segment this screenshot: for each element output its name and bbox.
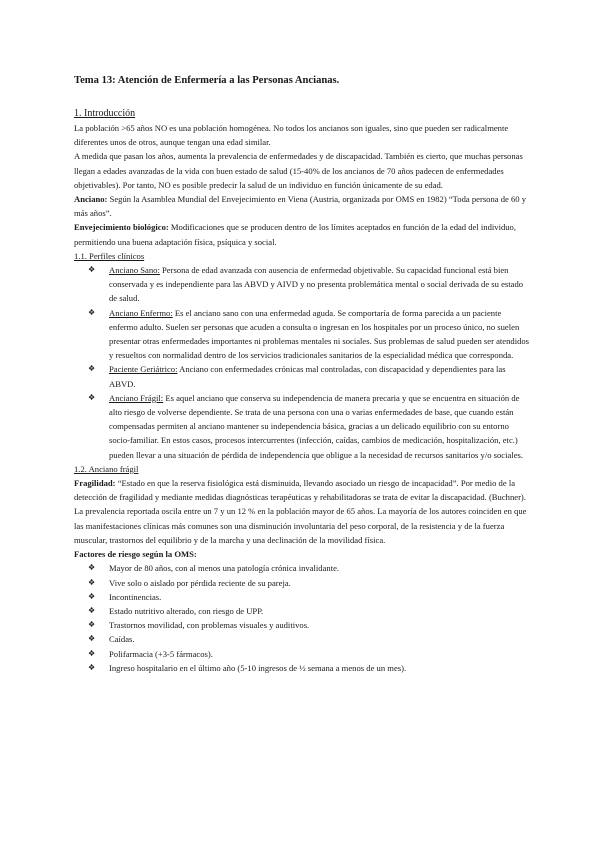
fragilidad-definition [74, 476, 530, 504]
list-item [74, 362, 530, 390]
intro-paragraph-1: La población >65 años NO es una población homogénea. No todos los ancianos son iguales, sino que pueden ser radicalmente diferentes unos de otros, aunque tengan una edad similar. [74, 123, 509, 148]
perfil-text: Anciano con enfermedades crónicas mal controladas, con discapacidad y dependientes para las ABVD. [109, 364, 506, 389]
factor-text: Mayor de 80 años, con al menos una patología crónica invalidante. [109, 563, 340, 574]
factor-text: Vive solo o aislado por pérdida reciente de su pareja. [109, 577, 291, 588]
subsection-heading-anciano-fragil: 1.2. Anciano frágil [74, 463, 139, 474]
perfil-text: Es aquel anciano que conserva su independencia de manera precaria y que se encuentra en situación de alto riesgo de volverse dependiente. Se trata de una persona con una o varias enfermedades de base, que cuando están compensadas permiten al anciano mantener su independencia básica, gracias a un delicado equilibrio con su entorno socio-familiar. En estos casos, procesos intercurrentes (infección, caídas, cambios de medicación, hospitalización, etc.) pueden llevar a una situación de pérdida de independencia que obligue a la necesidad de recursos sanitarios y/o sociales. [109, 392, 524, 460]
anciano-definition [74, 192, 530, 220]
prevalence-paragraph: La prevalencia reportada oscila entre un 7 y un 12 % en la población mayor de 65 años. La mayoría de los autores coinciden en que las manifestaciones clínicas más comunes son una disminución involuntaria del peso corporal, de la resistencia y de la fuerza muscular, trastornos del equilibrio y de la marcha y una declinación de la movilidad física. [74, 506, 527, 545]
list-item [74, 263, 530, 306]
perfiles-list [74, 263, 530, 462]
diamond-bullet-icon: ❖ [88, 591, 96, 601]
factor-text: Incontinencias. [109, 591, 162, 602]
list-item [74, 561, 530, 575]
diamond-bullet-icon: ❖ [88, 265, 96, 275]
envejecimiento-definition [74, 220, 530, 248]
diamond-bullet-icon: ❖ [88, 648, 96, 658]
perfil-term: Paciente Geriátrico: [109, 364, 178, 375]
factor-text: Trastornos movilidad, con problemas visuales y auditivos. [109, 620, 310, 631]
list-item [74, 661, 530, 675]
envejecimiento-text: Modificaciones que se producen dentro de los límites aceptados en función de la edad del individuo, permitiendo una buena adaptación física, psíquica y social. [74, 222, 516, 247]
list-item [74, 604, 530, 618]
page-title: Tema 13: Atención de Enfermería a las Personas Ancianas. [74, 75, 340, 86]
list-item [74, 618, 530, 632]
list-item [74, 647, 530, 661]
diamond-bullet-icon: ❖ [88, 662, 96, 672]
factores-list [74, 561, 530, 675]
list-item [74, 306, 530, 363]
list-item [74, 576, 530, 590]
diamond-bullet-icon: ❖ [88, 620, 96, 630]
fragilidad-text: “Estado en que la reserva fisiológica está disminuida, llevando asociado un riesgo de incapacidad”. Por medio de la detección de fragilidad y mediante medidas diagnósticas terapéuticas y rehabilitadoras se trata de evitar la discapacidad. (Buchner). [74, 478, 526, 503]
section-heading-introduccion: 1. Introducción [74, 108, 136, 119]
anciano-term: Anciano: [74, 194, 108, 205]
factores-heading: Factores de riesgo según la OMS: [74, 549, 197, 560]
list-item [74, 391, 530, 462]
diamond-bullet-icon: ❖ [88, 634, 96, 644]
subsection-heading-perfiles: 1.1. Perfiles clínicos [74, 250, 145, 261]
envejecimiento-term: Envejecimiento biológico: [74, 222, 169, 233]
diamond-bullet-icon: ❖ [88, 392, 96, 402]
factor-text: Estado nutritivo alterado, con riesgo de UPP. [109, 605, 264, 616]
factor-text: Ingreso hospitalario en el último año (5-10 ingresos de ½ semana a menos de un mes). [109, 662, 407, 673]
perfil-term: Anciano Frágil: [109, 392, 164, 403]
diamond-bullet-icon: ❖ [88, 605, 96, 615]
perfil-term: Anciano Enfermo: [109, 307, 173, 318]
diamond-bullet-icon: ❖ [88, 307, 96, 317]
fragilidad-term: Fragilidad: [74, 478, 116, 489]
perfil-text: Persona de edad avanzada con ausencia de enfermedad objetivable. Su capacidad funcional está bien conservada y es independiente para las ABVD y AIVD y no presenta problemática mental o social derivada de su estado de salud. [109, 265, 524, 304]
factor-text: Caídas. [109, 634, 135, 645]
diamond-bullet-icon: ❖ [88, 364, 96, 374]
diamond-bullet-icon: ❖ [88, 563, 96, 573]
list-item [74, 632, 530, 646]
factor-text: Polifarmacia (+3-5 fármacos). [109, 648, 213, 659]
anciano-text: Según la Asamblea Mundial del Envejecimiento en Viena (Austria, organizada por OMS en 1982) “Toda persona de 60 y más años”. [74, 194, 527, 219]
perfil-text: Es el anciano sano con una enfermedad aguda. Se comportaría de forma parecida a un paciente enfermo adulto. Suelen ser personas que acuden a consulta o ingresan en los hospitales por un proceso único, no suelen presentar otras enfermedades importantes ni problemas mentales ni sociales. Sus problemas de salud pueden ser atendidos y resueltos con normalidad dentro de los servicios tradicionales sanitarios de la especialidad médica que corresponda. [109, 307, 530, 361]
list-item [74, 590, 530, 604]
intro-paragraph-2: A medida que pasan los años, aumenta la prevalencia de enfermedades y de discapacidad. También es cierto, que muchas personas llegan a edades avanzadas de la vida con buen estado de salud (15-40% de los ancianos de 70 años padecen de enfermedades objetivables). Por tanto, NO es posible predecir la salud de un individuo en función únicamente de su edad. [74, 151, 523, 190]
diamond-bullet-icon: ❖ [88, 577, 96, 587]
document-body [74, 74, 530, 675]
perfil-term: Anciano Sano: [109, 265, 160, 276]
